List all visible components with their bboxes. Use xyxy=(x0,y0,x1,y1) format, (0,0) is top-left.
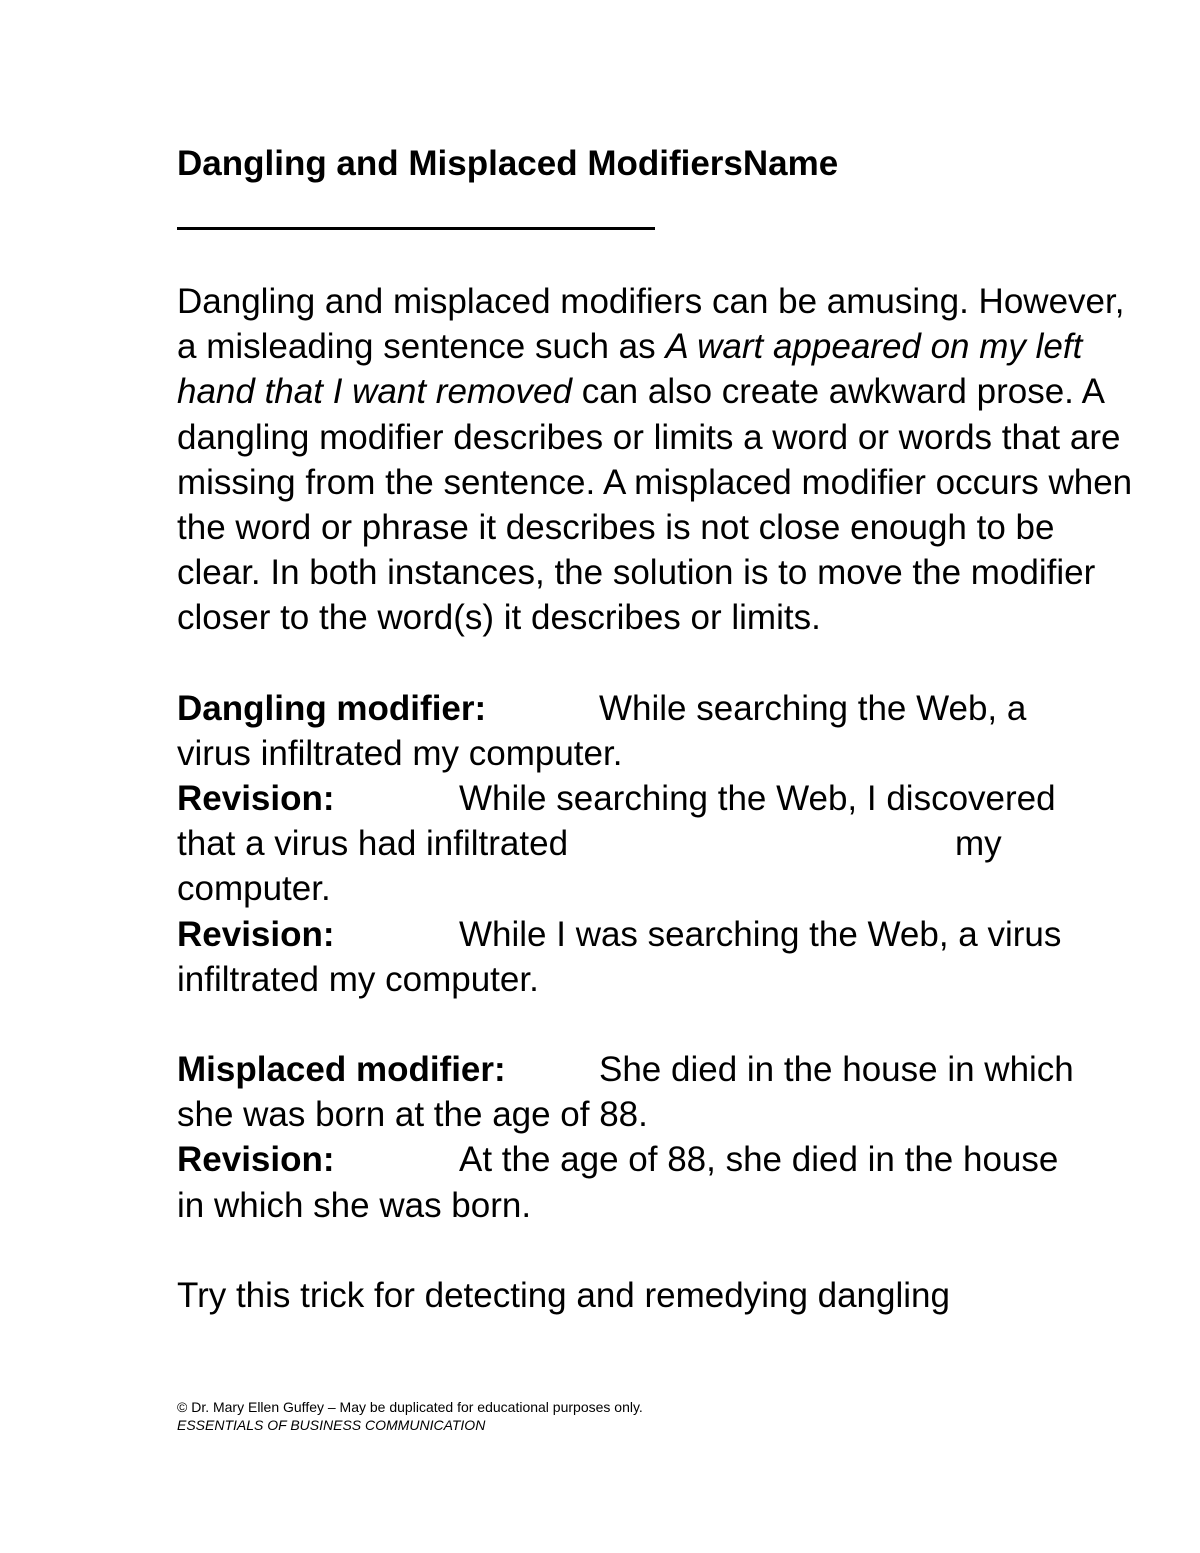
spacer xyxy=(177,1228,1142,1273)
misplaced-example-first: She died in the house in which xyxy=(599,1050,1074,1090)
revision1-rest: computer. xyxy=(177,869,331,909)
dangling-example-line xyxy=(177,686,1142,731)
worksheet-page xyxy=(177,140,1142,1318)
spacer xyxy=(177,641,1142,686)
revision1-first: While searching the Web, I discovered xyxy=(459,779,1056,819)
page-title: Dangling and Misplaced ModifiersName xyxy=(177,144,839,183)
dangling-revision1-line xyxy=(177,776,1142,821)
misplaced-revision-rest: in which she was born. xyxy=(177,1185,532,1225)
dangling-example-first: While searching the Web, a xyxy=(599,688,1027,728)
misplaced-section xyxy=(177,1047,1142,1228)
dangling-section xyxy=(177,686,1142,1002)
spacer xyxy=(177,1002,1142,1047)
misplaced-revision-line xyxy=(177,1137,1142,1182)
revision1-mid-left: that a virus had infiltrated xyxy=(177,824,569,864)
trick-text: Try this trick for detecting and remedying dangling xyxy=(177,1275,950,1315)
intro-example-sentence: A wart appeared on my left hand that I want removed xyxy=(177,327,1083,412)
revision1-mid-line xyxy=(177,821,1142,866)
misplaced-example-rest: she was born at the age of 88. xyxy=(177,1095,648,1135)
revision2-first: While I was searching the Web, a virus xyxy=(459,914,1062,954)
revision1-label: Revision: xyxy=(177,779,335,819)
revision2-rest: infiltrated my computer. xyxy=(177,959,539,999)
revision2-label: Revision: xyxy=(177,914,335,954)
intro-text-2: can also create awkward prose. A dangling modifier describes or limits a word or words that are missing from the sentence. A misplaced modifier occurs when the word or phrase it describes is not close enough to be clear. In both instances, the solution is to move the modifier closer to the word(s) it describes or limits. xyxy=(177,372,1133,638)
revision1-mid-right: my xyxy=(955,824,1002,864)
dangling-label: Dangling modifier: xyxy=(177,688,487,728)
page-footer xyxy=(177,1398,643,1434)
misplaced-revision-first: At the age of 88, she died in the house xyxy=(459,1140,1059,1180)
name-blank-line xyxy=(177,227,655,230)
publication-title: ESSENTIALS OF BUSINESS COMMUNICATION xyxy=(177,1417,486,1433)
dangling-example-rest: virus infiltrated my computer. xyxy=(177,733,623,773)
misplaced-label: Misplaced modifier: xyxy=(177,1050,506,1090)
dangling-revision2-line xyxy=(177,912,1142,957)
intro-text-1: Dangling and misplaced modifiers can be amusing. However, a misleading sentence such as xyxy=(177,282,1125,367)
misplaced-revision-label: Revision: xyxy=(177,1140,335,1180)
intro-paragraph xyxy=(177,279,1142,641)
copyright-notice: © Dr. Mary Ellen Guffey – May be duplicated for educational purposes only. xyxy=(177,1399,643,1415)
misplaced-example-line xyxy=(177,1047,1142,1092)
